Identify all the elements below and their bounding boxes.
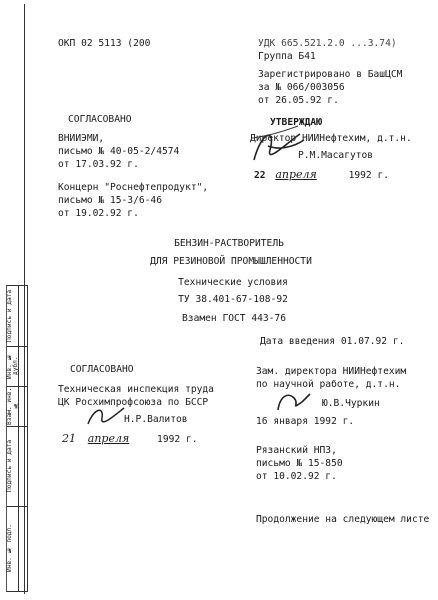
okp-code: ОКП 02 5113 (200 — [58, 38, 151, 49]
effective-date: Дата введения 01.07.92 г. — [260, 336, 405, 347]
agreed-line-2: письмо № 40-05-2/4574 — [58, 146, 180, 157]
agreed-line-3: от 17.03.92 г. — [58, 159, 139, 170]
registration-line-3: от 26.05.92 г. — [258, 95, 339, 106]
labor-date-day: 21 — [62, 432, 76, 445]
strip-cell-dup-inv — [7, 346, 27, 387]
strip-cell-original-inv — [7, 506, 27, 590]
strip-label: Инв. № дубл. — [6, 353, 20, 379]
ryazan-line-3: от 10.02.92 г. — [256, 471, 337, 482]
agreed-heading: СОГЛАСОВАНО — [68, 114, 132, 125]
agreed-line-6: от 19.02.92 г. — [58, 208, 139, 219]
margin-stamp-strip — [6, 285, 28, 592]
approve-date-year: 1992 г. — [348, 170, 390, 181]
deputy-signer-name: Ю.В.Чуркин — [322, 398, 380, 409]
approve-date — [254, 168, 389, 182]
title-subtitle: Технические условия — [178, 277, 288, 288]
labor-agreed-heading: СОГЛАСОВАНО — [70, 364, 134, 375]
strip-label: Инв. № подл. — [6, 524, 13, 572]
registration-line-1: Зарегистрировано в БашЦСМ — [258, 69, 403, 80]
director-signature-icon — [248, 120, 308, 170]
labor-signature-icon — [84, 402, 128, 432]
title-line-1: БЕНЗИН-РАСТВОРИТЕЛЬ — [174, 238, 284, 249]
ryazan-line-1: Рязанский НПЗ, — [256, 445, 337, 456]
title-line-2: ДЛЯ РЕЗИНОВОЙ ПРОМЫШЛЕННОСТИ — [150, 256, 312, 267]
strip-label: Подпись и дата — [6, 439, 13, 493]
strip-cell-replace-inv — [7, 386, 27, 427]
strip-cell-signature-date-2 — [7, 426, 27, 507]
deputy-signature-icon — [272, 388, 312, 416]
group-code: Группа Б41 — [258, 51, 316, 62]
deputy-date: 16 января 1992 г. — [256, 416, 355, 427]
labor-date-month: апреля — [87, 432, 130, 445]
labor-signer-name: Н.Р.Валитов — [124, 414, 188, 425]
labor-date-year: 1992 г. — [157, 434, 198, 445]
labor-date — [62, 432, 197, 446]
deputy-line-1: Зам. директора НИИНефтехим — [256, 366, 407, 377]
udk-code: УДК 665.521.2.0 ...3.74) — [258, 38, 397, 49]
continuation-note: Продолжение на следующем листе — [256, 514, 430, 525]
strip-label: Подпись и дата — [6, 289, 13, 343]
approve-date-day: 22 — [254, 170, 266, 181]
approve-line-1: Директор НИИНефтехим, д.т.н. — [250, 133, 412, 144]
agreed-line-4: Концерн "Роснефтепродукт", — [58, 182, 209, 193]
title-replaces: Взамен ГОСТ 443-76 — [182, 313, 286, 324]
registration-line-2: за № 066/003056 — [258, 82, 345, 93]
approve-date-month: апреля — [275, 168, 317, 181]
title-spec-code: ТУ 38.401-67-108-92 — [178, 294, 288, 305]
labor-agreed-line-2: ЦК Росхимпрофсоюза по БССР — [58, 397, 209, 408]
agreed-line-5: письмо № 15-3/6-46 — [58, 195, 162, 206]
strip-label: Взам. инв. № — [6, 387, 20, 425]
approve-heading: УТВЕРЖДАЮ — [270, 117, 322, 128]
labor-agreed-line-1: Техническая инспекция труда — [58, 384, 214, 395]
agreed-line-1: ВНИИЭМИ, — [58, 133, 105, 144]
deputy-line-2: по научной работе, д.т.н. — [256, 379, 401, 390]
approve-signer-name: Р.М.Масагутов — [298, 150, 374, 161]
ryazan-line-2: письмо № 15-850 — [256, 458, 343, 469]
